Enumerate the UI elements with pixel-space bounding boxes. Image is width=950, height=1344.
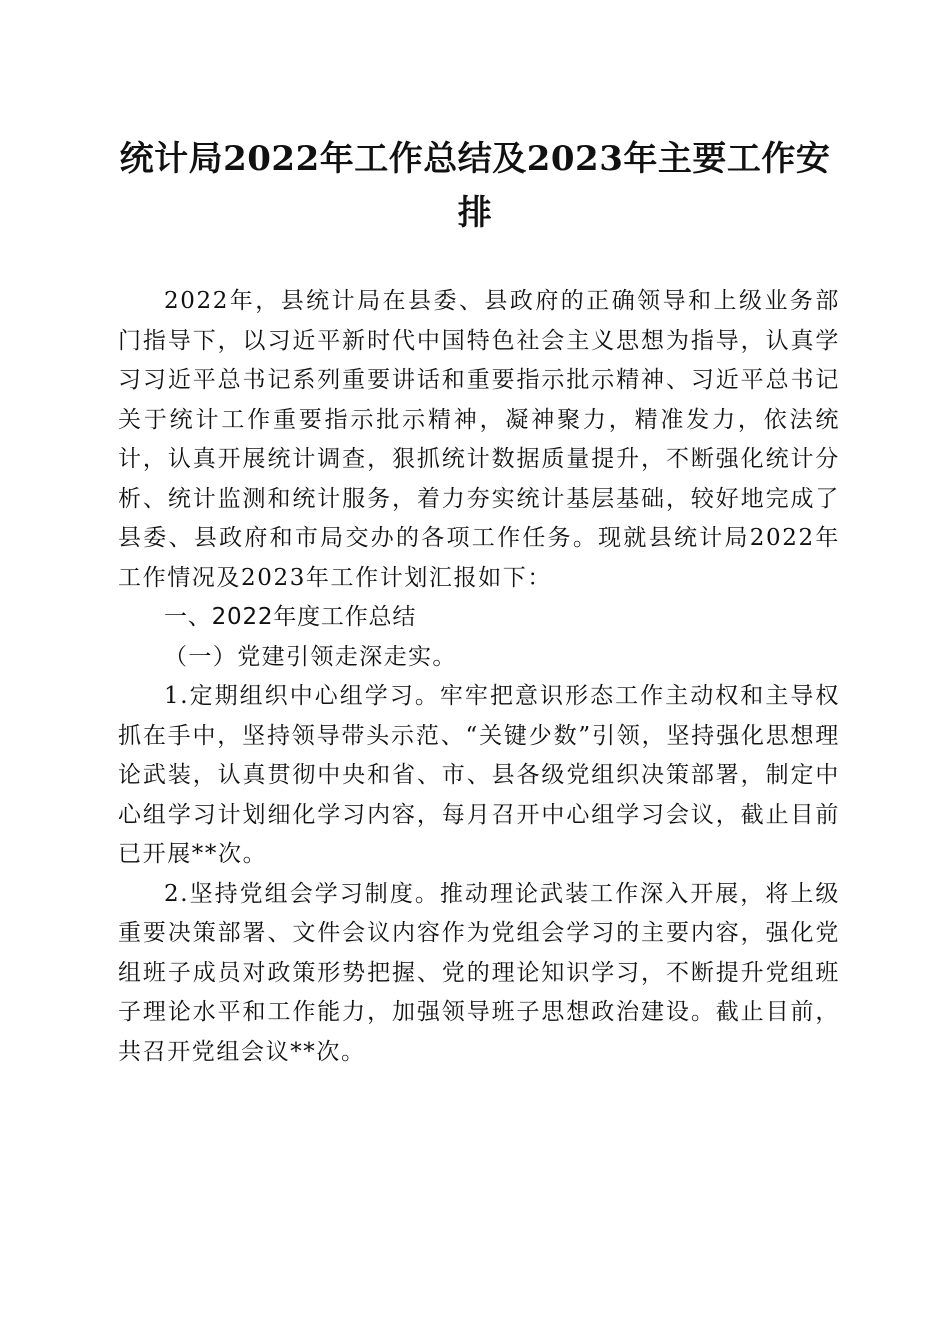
document-body bbox=[118, 282, 840, 1072]
body-paragraph-2: 2.坚持党组会学习制度。推动理论武装工作深入开展，将上级重要决策部署、文件会议内容作为党组会学习的主要内容，强化党组班子成员对政策形势把握、党的理论知识学习，不断提升党组班子理论水平和工作能力，加强领导班子思想政治建设。截止目前，共召开党组会议**次。 bbox=[118, 880, 840, 1065]
subsection-heading: （一）党建引领走深走实。 bbox=[164, 643, 457, 670]
body-paragraph-1: 1.定期组织中心组学习。牢牢把意识形态工作主动权和主导权抓在手中，坚持领导带头示范、“关键少数”引领，坚持强化思想理论武装，认真贯彻中央和省、市、县各级党组织决策部署，制定中心组学习计划细化学习内容，每月召开中心组学习会议，截止目前已开展**次。 bbox=[118, 683, 840, 867]
document-title: 统计局2022年工作总结及2023年主要工作安排 bbox=[119, 139, 831, 233]
section-heading: 一、2022年度工作总结 bbox=[164, 604, 417, 630]
intro-paragraph: 2022年，县统计局在县委、县政府的正确领导和上级业务部门指导下，以习近平新时代中国特色社会主义思想为指导，认真学习习近平总书记系列重要讲话和重要指示批示精神、习近平总书记关于统计工作重要指示批示精神，凝神聚力，精准发力，依法统计，认真开展统计调查，狠抓统计数据质量提升，不断强化统计分析、统计监测和统计服务，着力夯实统计基层基础，较好地完成了县委、县政府和市局交办的各项工作任务。现就县统计局2022年工作情况及2023年工作计划汇报如下： bbox=[118, 288, 840, 591]
